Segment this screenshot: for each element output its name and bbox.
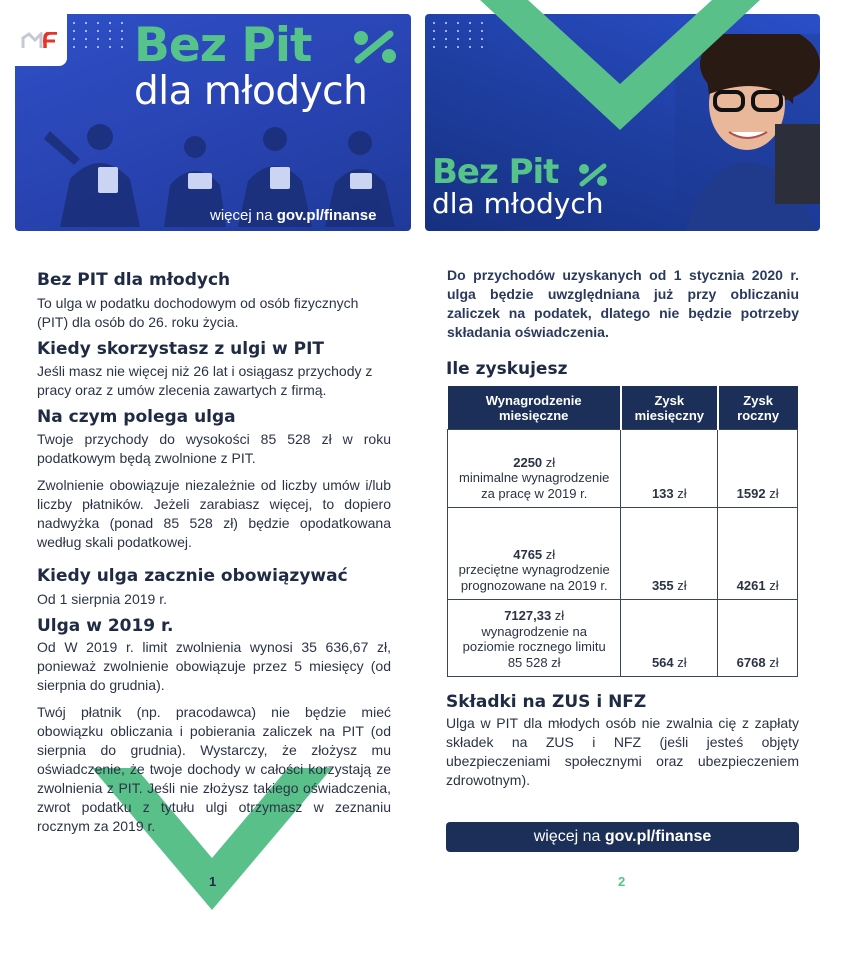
section-text: Twoje przychody do wysokości 85 528 zł w roku podatkowym będą zwolnione z PIT. [37,431,391,466]
banner-more-prefix: więcej na [210,207,277,224]
currency-unit: zł [765,578,779,593]
table-row [448,600,798,677]
section-text: To ulga w podatku dochodowym od osób fizycznych (PIT) dla osób do 26. roku życia. [37,295,359,330]
salary-amount: 2250 [513,454,543,470]
monthly-gain: 133 [651,486,674,501]
salary-cell [448,600,621,677]
currency-unit: zł [673,655,687,670]
section-text: Od W 2019 r. limit zwolnienia wynosi 35 636,67 zł, ponieważ zwolnienie obowiązuje przez 5 miesięcy (od sierpnia do grudnia). [37,639,391,693]
salary-description: przeciętne wynagrodzenie prognozowane na 2019 r. [458,562,610,593]
salary-unit: zł [542,546,556,562]
table-header: Zysk roczny [718,386,798,430]
page-number: 1 [209,874,217,889]
salary-description: minimalne wynagrodzenie za pracę w 2019 r. [459,470,610,501]
banner-left-title: Bez Pit [134,18,312,73]
section-title: Ulga w 2019 r. [37,616,174,636]
salary-cell [448,508,621,600]
page-number: 2 [618,874,626,889]
salary-description: wynagrodzenie na poziomie rocznego limitu 85 528 zł [462,623,606,670]
salary-cell [448,430,621,508]
section-title: Na czym polega ulga [37,407,236,427]
monthly-gain-cell [621,508,718,600]
section-text: Twój płatnik (np. pracodawca) nie będzie mieć obowiązku obliczania i pobierania zaliczek na PIT (od sierpnia do grudnia). Wystarczy, że złożysz mu oświadczenie, że twoje dochody w całości korzystają ze zwolnienia z PIT. Jeśli nie złożysz takiego oświadczenia, zwrot podatku z tytułu ulgi otrzymasz w zeznaniu rocznym za 2019 r. [37,704,391,834]
banner-right-subtitle: dla młodych [432,187,604,220]
section-text: Jeśli masz nie więcej niż 26 lat i osiągasz przychody z pracy oraz z umów zlecenia zawartych z firmą. [37,363,373,398]
percent-icon [352,30,398,64]
mf-logo [15,14,67,66]
table-title: Ile zyskujesz [446,359,568,379]
table-row [448,508,798,600]
section-text: Od 1 sierpnia 2019 r. [37,591,167,607]
yearly-gain-cell [718,600,798,677]
dot-pattern [73,22,127,48]
currency-unit: zł [765,486,779,501]
monthly-gain-cell [621,600,718,677]
salary-unit: zł [551,608,565,623]
yearly-gain-cell [718,430,798,508]
table-header-row [448,386,798,430]
cta-link: gov.pl/finanse [604,828,712,845]
section-title: Kiedy ulga zacznie obowiązywać [37,566,348,586]
percent-icon [578,163,608,187]
section-text: Ulga w PIT dla młodych osób nie zwalnia cię z zapłaty składek na ZUS i NFZ (jeśli jesteś objęty ubezpieczeniami społecznymi oraz ubezpieczeniem zdrowotnym). [446,715,799,788]
yearly-gain: 4261 [736,578,766,593]
yearly-gain: 6768 [736,655,766,670]
cta-prefix: więcej na [533,828,605,845]
monthly-gain: 355 [651,578,674,593]
dot-pattern [433,22,487,48]
table-header: Zysk miesięczny [621,386,718,430]
monthly-gain: 564 [651,655,674,670]
banner-more-link[interactable] [210,207,376,224]
salary-amount: 4765 [513,546,543,562]
yearly-gain: 1592 [736,486,766,501]
more-info-button[interactable] [446,822,799,852]
banner-more-url: gov.pl/finanse [276,207,377,224]
currency-unit: zł [765,655,779,670]
currency-unit: zł [673,578,687,593]
savings-table [447,386,798,677]
table-header: Wynagrodzenie miesięczne [448,386,621,430]
yearly-gain-cell [718,508,798,600]
banner-left-subtitle: dla młodych [134,69,368,114]
currency-unit: zł [673,486,687,501]
section-title: Bez PIT dla młodych [37,270,231,290]
check-icon [480,0,760,130]
section-title: Składki na ZUS i NFZ [446,692,647,712]
table-row [448,430,798,508]
salary-unit: zł [542,454,556,470]
intro-text: Do przychodów uzyskanych od 1 stycznia 2020 r. ulga będzie uwzględniana już przy obliczaniu zaliczek na podatek, dlatego nie będzie potrzeby składania oświadczenia. [447,267,799,340]
section-text: Zwolnienie obowiązuje niezależnie od liczby umów i/lub liczby płatników. Jeżeli zarabiasz więcej, to dopiero nadwyżka (ponad 85 528 zł) będzie opodatkowana według skali podatkowej. [37,477,391,550]
salary-amount: 7127,33 [504,608,552,623]
banner-right-title: Bez Pit [432,152,559,192]
section-title: Kiedy skorzystasz z ulgi w PIT [37,339,325,359]
monthly-gain-cell [621,430,718,508]
